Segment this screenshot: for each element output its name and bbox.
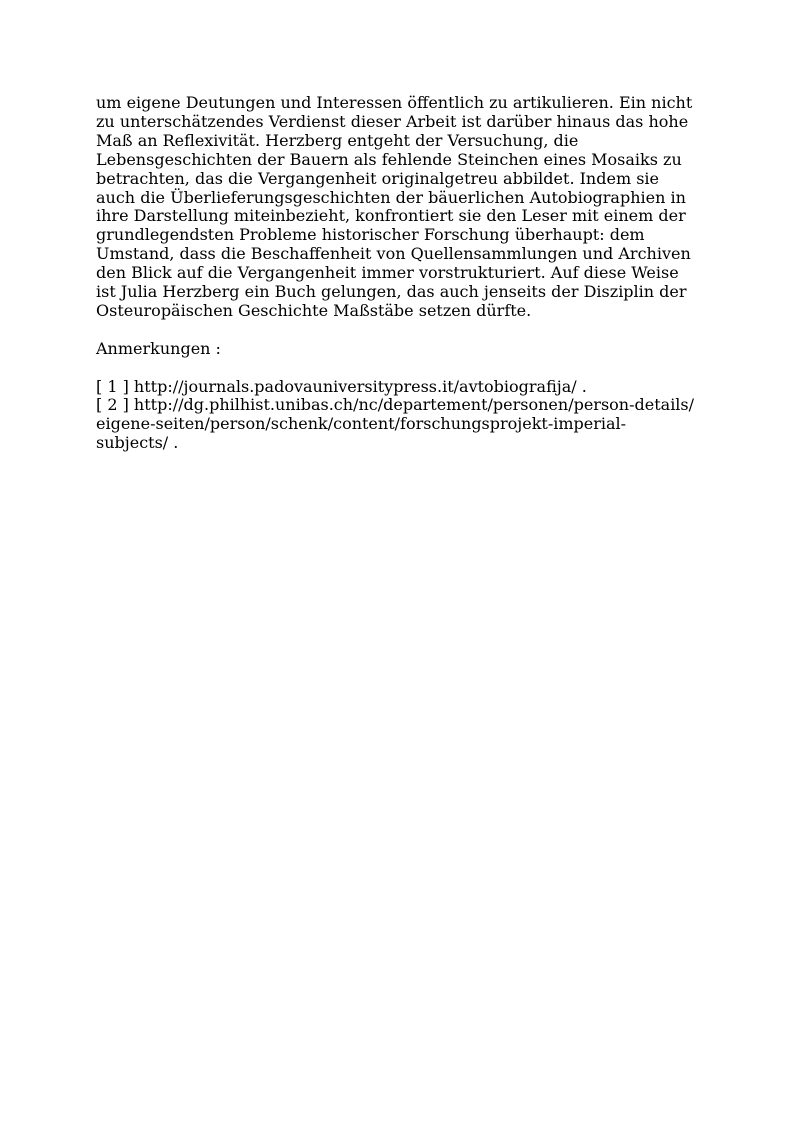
paragraph-spacer [96,359,716,378]
notes-heading: Anmerkungen : [96,338,221,358]
footnote-line: [ 2 ] http://dg.philhist.unibas.ch/nc/departement/personen/person-details/ [96,395,695,415]
paragraph-line: Osteuropäischen Geschichte Maßstäbe setzen dürfte. [96,300,532,320]
body-paragraph [96,94,716,321]
paragraph-line: um eigene Deutungen und Interessen öffentlich zu artikulieren. Ein nicht [96,93,693,112]
paragraph-spacer [96,321,716,340]
paragraph-line: auch die Überlieferungsgeschichten der bäuerlichen Autobiographien in [96,187,686,207]
paragraph-line: Maß an Reflexivität. Herzberg entgeht der Versuchung, die [96,130,579,150]
document-page [96,94,716,453]
footnote-line: eigene-seiten/person/schenk/content/forschungsprojekt-imperial- [96,414,627,434]
paragraph-line: betrachten, das die Vergangenheit originalgetreu abbildet. Indem sie [96,168,659,188]
paragraph-line: ihre Darstellung miteinbezieht, konfrontiert sie den Leser mit einem der [96,206,686,226]
footnotes-list [96,378,716,454]
footnote-line: [ 1 ] http://journals.padovauniversitypress.it/avtobiografija/ . [96,376,587,396]
paragraph-line: Lebensgeschichten der Bauern als fehlende Steinchen eines Mosaiks zu [96,149,682,169]
paragraph-line: ist Julia Herzberg ein Buch gelungen, das auch jenseits der Disziplin der [96,282,687,302]
paragraph-line: den Blick auf die Vergangenheit immer vorstrukturiert. Auf diese Weise [96,263,679,283]
footnote-line: subjects/ . [96,433,179,453]
paragraph-line: grundlegendsten Probleme historischer Forschung überhaupt: dem [96,225,645,245]
paragraph-line: zu unterschätzendes Verdienst dieser Arbeit ist darüber hinaus das hohe [96,111,689,131]
paragraph-line: Umstand, dass die Beschaffenheit von Quellensammlungen und Archiven [96,244,691,264]
